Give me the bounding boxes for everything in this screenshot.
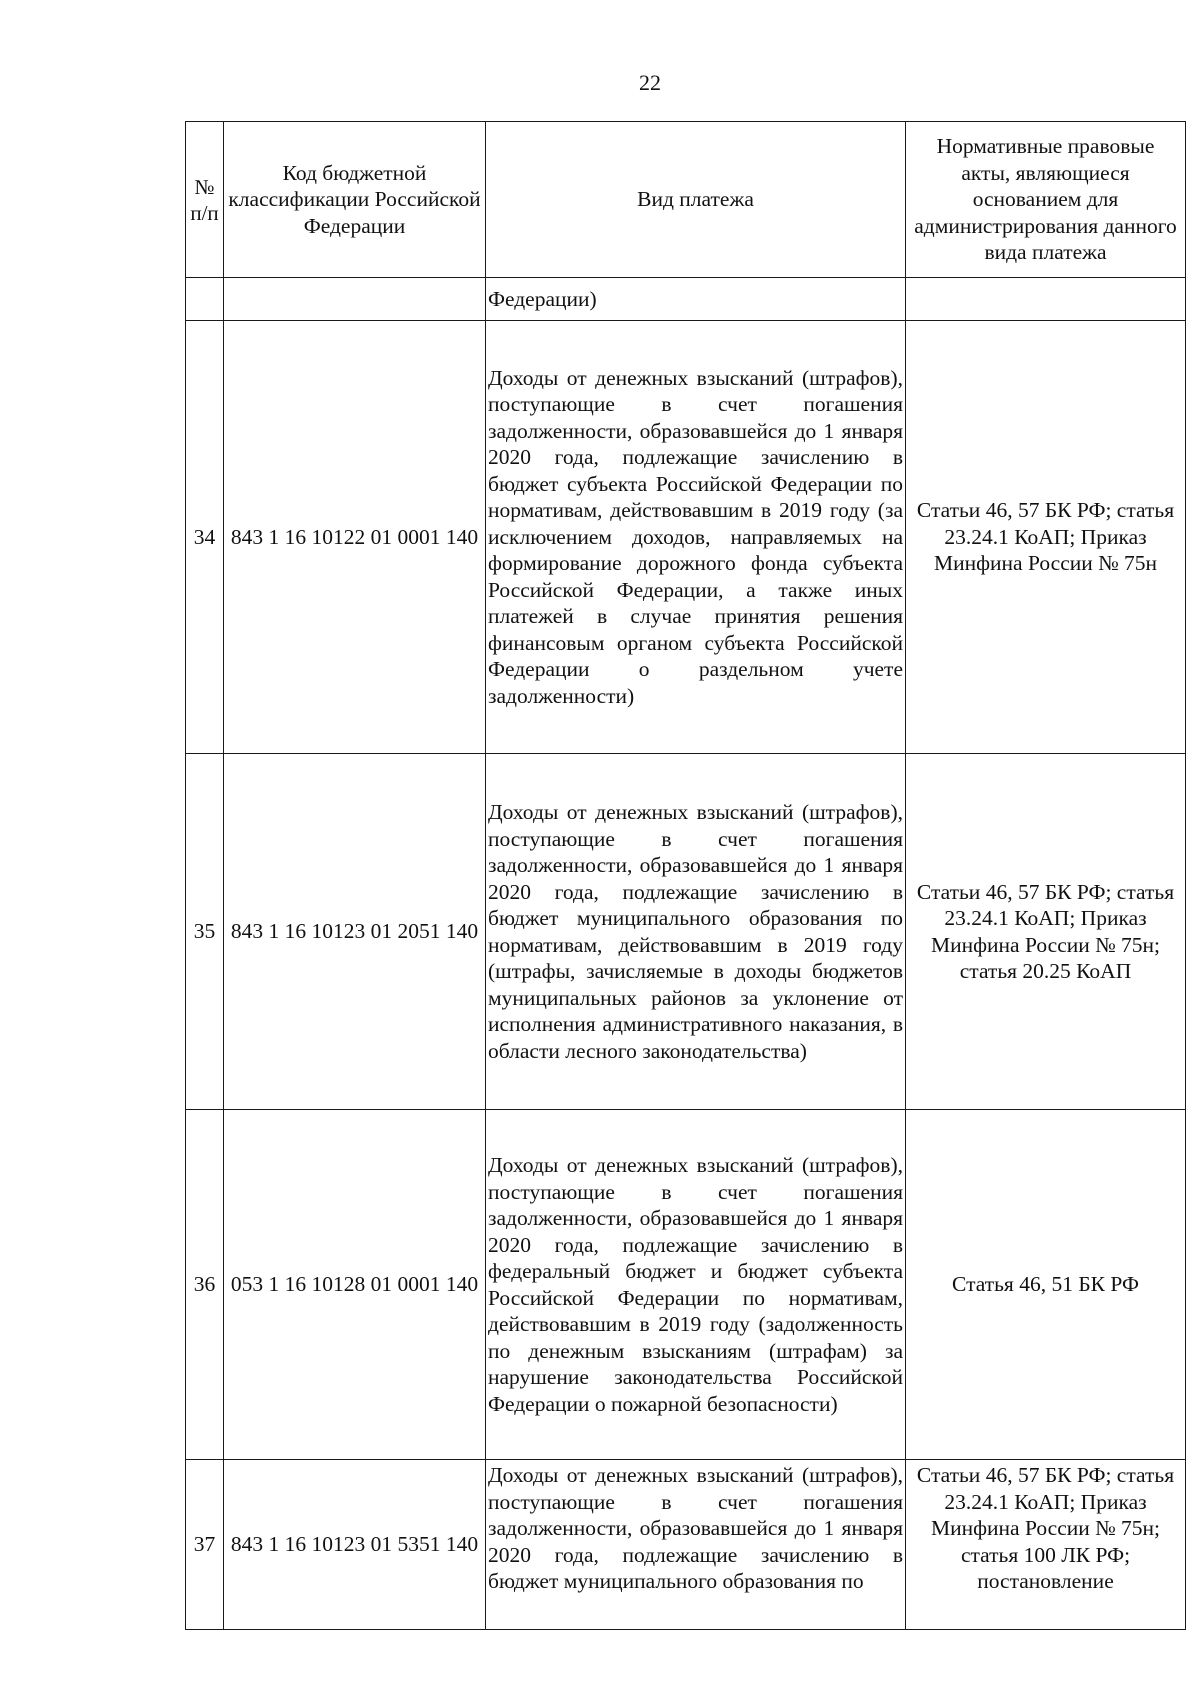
cell-num: 36 xyxy=(186,1110,224,1460)
cell-payment-type: Доходы от денежных взысканий (штрафов), поступающие в счет погашения задолженности, образовавшейся до 1 января 2020 года, подлежащие зачислению в бюджет муниципального образования по xyxy=(486,1460,906,1630)
cell-payment-type: Федерации) xyxy=(486,278,906,321)
table-row xyxy=(186,1460,1186,1630)
header-payment-type: Вид платежа xyxy=(486,122,906,278)
cell-legal-acts: Статьи 46, 57 БК РФ; статья 23.24.1 КоАП; Приказ Минфина России № 75н xyxy=(906,321,1186,754)
header-code: Код бюджетной классификации Российской Федерации xyxy=(224,122,486,278)
cell-num: 37 xyxy=(186,1460,224,1630)
cell-legal-acts: Статьи 46, 57 БК РФ; статья 23.24.1 КоАП; Приказ Минфина России № 75н; статья 20.25 КоАП xyxy=(906,754,1186,1110)
cell-code: 053 1 16 10128 01 0001 140 xyxy=(224,1110,486,1460)
cell-num xyxy=(186,278,224,321)
cell-payment-type: Доходы от денежных взысканий (штрафов), поступающие в счет погашения задолженности, образовавшейся до 1 января 2020 года, подлежащие зачислению в бюджет субъекта Российской Федерации по нормативам, действовавшим в 2019 году (за исключением доходов, направляемых на формирование дорожного фонда субъекта Российской Федерации, а также иных платежей в случае принятия решения финансовым органом субъекта Российской Федерации о раздельном учете задолженности) xyxy=(486,321,906,754)
cell-legal-acts: Статья 46, 51 БК РФ xyxy=(906,1110,1186,1460)
cell-payment-type: Доходы от денежных взысканий (штрафов), поступающие в счет погашения задолженности, образовавшейся до 1 января 2020 года, подлежащие зачислению в бюджет муниципального образования по нормативам, действовавшим в 2019 году (штрафы, зачисляемые в доходы бюджетов муниципальных районов за уклонение от исполнения административного наказания, в области лесного законодательства) xyxy=(486,754,906,1110)
table-row-continuation xyxy=(186,278,1186,321)
cell-code: 843 1 16 10123 01 2051 140 xyxy=(224,754,486,1110)
cell-legal-acts xyxy=(906,278,1186,321)
table-header-row xyxy=(186,122,1186,278)
table-row xyxy=(186,754,1186,1110)
header-legal-acts: Нормативные правовые акты, являющиеся основанием для администрирования данного вида платежа xyxy=(906,122,1186,278)
page-number: 22 xyxy=(639,70,661,95)
cell-code: 843 1 16 10123 01 5351 140 xyxy=(224,1460,486,1630)
cell-payment-type: Доходы от денежных взысканий (штрафов), поступающие в счет погашения задолженности, образовавшейся до 1 января 2020 года, подлежащие зачислению в федеральный бюджет и бюджет субъекта Российской Федерации по нормативам, действовавшим в 2019 году (задолженность по денежным взысканиям (штрафам) за нарушение законодательства Российской Федерации о пожарной безопасности) xyxy=(486,1110,906,1460)
header-num: № п/п xyxy=(186,122,224,278)
cell-num: 35 xyxy=(186,754,224,1110)
table-row xyxy=(186,1110,1186,1460)
cell-code xyxy=(224,278,486,321)
cell-legal-acts: Статьи 46, 57 БК РФ; статья 23.24.1 КоАП; Приказ Минфина России № 75н; статья 100 ЛК РФ; постановление xyxy=(906,1460,1186,1630)
table-row xyxy=(186,321,1186,754)
cell-num: 34 xyxy=(186,321,224,754)
budget-classification-table xyxy=(185,121,1186,1630)
cell-code: 843 1 16 10122 01 0001 140 xyxy=(224,321,486,754)
